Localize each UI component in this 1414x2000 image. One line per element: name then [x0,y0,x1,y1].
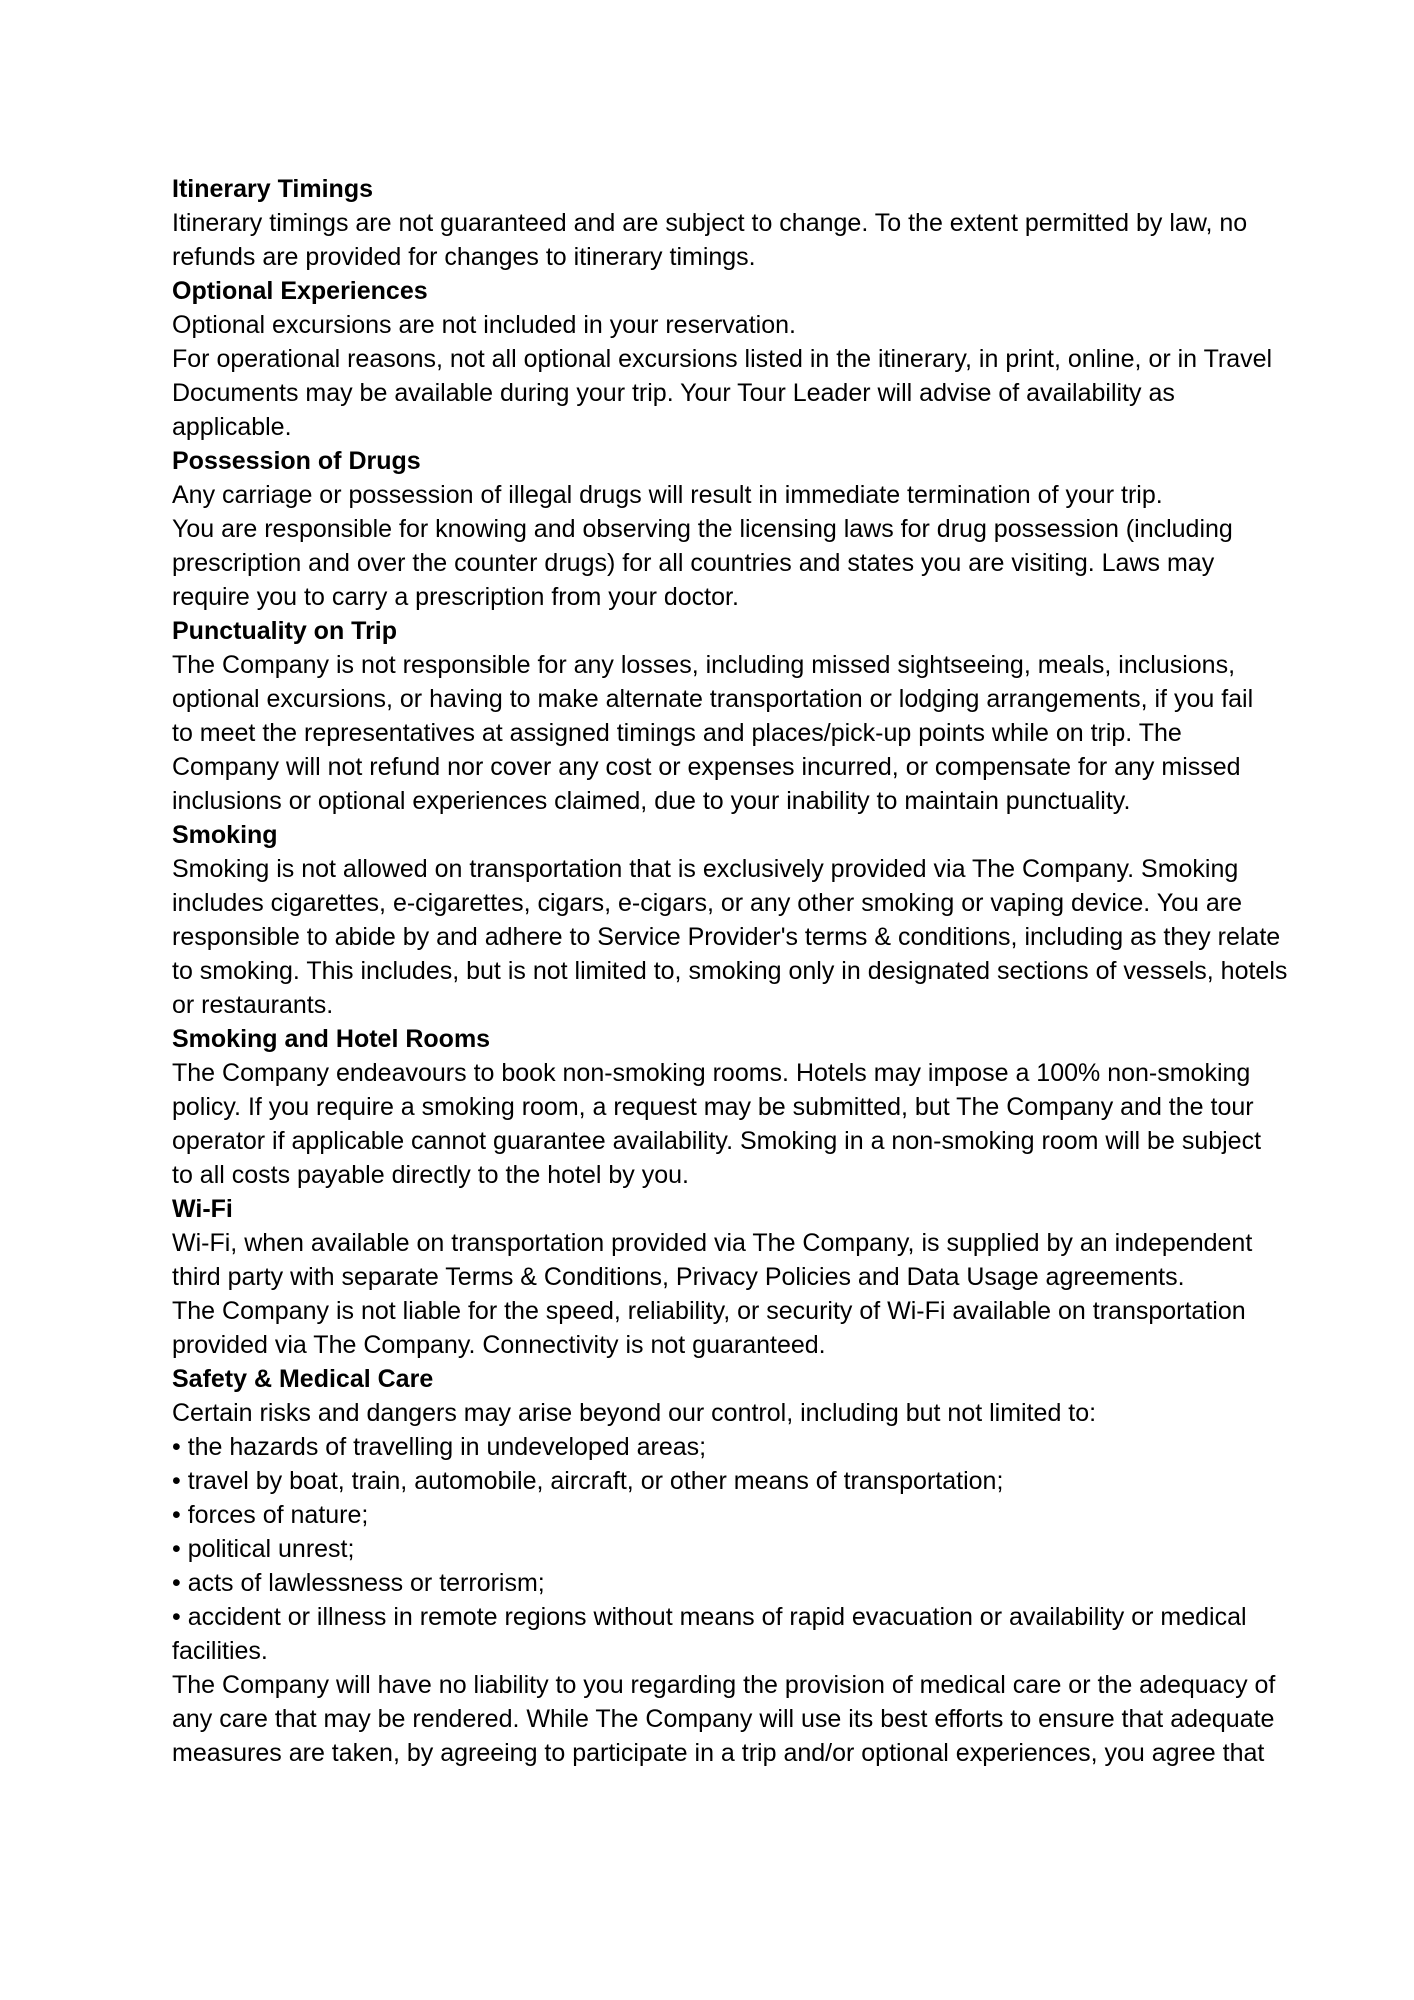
body-text-line: responsible to abide by and adhere to Service Provider's terms & conditions, including as they relate [172,923,1281,951]
section-punctuality-on-trip [172,614,1372,818]
body-text-line: policy. If you require a smoking room, a request may be submitted, but The Company and the tour [172,1093,1254,1121]
body-text-line: You are responsible for knowing and observing the licensing laws for drug possession (including [172,515,1233,543]
heading-punctuality-on-trip: Punctuality on Trip [172,617,398,645]
body-text-line: to smoking. This includes, but is not limited to, smoking only in designated sections of vessels, hotels [172,957,1288,985]
body-text-line: The Company will have no liability to you regarding the provision of medical care or the adequacy of [172,1671,1276,1699]
bullet-list-item: • accident or illness in remote regions without means of rapid evacuation or availability or medical [172,1603,1247,1631]
section-possession-of-drugs [172,444,1372,614]
body-text-line: applicable. [172,413,292,441]
body-text-line: refunds are provided for changes to itinerary timings. [172,243,756,271]
heading-itinerary-timings: Itinerary Timings [172,175,373,203]
section-optional-experiences [172,274,1372,444]
body-text-line: Wi-Fi, when available on transportation provided via The Company, is supplied by an independent [172,1229,1253,1257]
body-text-line: measures are taken, by agreeing to participate in a trip and/or optional experiences, you agree that [172,1739,1265,1767]
heading-wi-fi: Wi-Fi [172,1195,233,1223]
body-text-line: require you to carry a prescription from your doctor. [172,583,739,611]
body-text-line: any care that may be rendered. While The Company will use its best efforts to ensure that adequate [172,1705,1275,1733]
body-text-line: Smoking is not allowed on transportation that is exclusively provided via The Company. Smoking [172,855,1239,883]
section-wi-fi [172,1192,1372,1362]
document-body [172,172,1372,1770]
section-smoking-and-hotel-rooms [172,1022,1372,1192]
body-text-line: operator if applicable cannot guarantee availability. Smoking in a non-smoking room will be subject [172,1127,1262,1155]
bullet-list-item: • the hazards of travelling in undeveloped areas; [172,1433,707,1461]
heading-safety-and-medical-care: Safety & Medical Care [172,1365,434,1393]
heading-smoking: Smoking [172,821,278,849]
heading-possession-of-drugs: Possession of Drugs [172,447,421,475]
body-text-line: inclusions or optional experiences claimed, due to your inability to maintain punctuality. [172,787,1131,815]
body-text-line: includes cigarettes, e-cigarettes, cigars, e-cigars, or any other smoking or vaping device. You are [172,889,1242,917]
body-text-line: provided via The Company. Connectivity is not guaranteed. [172,1331,826,1359]
body-text-line: Optional excursions are not included in your reservation. [172,311,796,339]
body-text-line: optional excursions, or having to make alternate transportation or lodging arrangements, if you fail [172,685,1254,713]
body-text-line: Documents may be available during your trip. Your Tour Leader will advise of availability as [172,379,1175,407]
body-text-line: The Company is not liable for the speed, reliability, or security of Wi-Fi available on transportation [172,1297,1246,1325]
body-text-line: facilities. [172,1637,268,1665]
body-text-line: Company will not refund nor cover any cost or expenses incurred, or compensate for any missed [172,753,1241,781]
body-text-line: Certain risks and dangers may arise beyond our control, including but not limited to: [172,1399,1097,1427]
heading-smoking-and-hotel-rooms: Smoking and Hotel Rooms [172,1025,491,1053]
body-text-line: Itinerary timings are not guaranteed and are subject to change. To the extent permitted by law, no [172,209,1248,237]
bullet-list-item: • political unrest; [172,1535,355,1563]
body-text-line: The Company is not responsible for any losses, including missed sightseeing, meals, inclusions, [172,651,1236,679]
heading-optional-experiences: Optional Experiences [172,277,428,305]
body-text-line: For operational reasons, not all optional excursions listed in the itinerary, in print, online, or in Travel [172,345,1273,373]
body-text-line: The Company endeavours to book non-smoking rooms. Hotels may impose a 100% non-smoking [172,1059,1251,1087]
section-itinerary-timings [172,172,1372,274]
bullet-list-item: • travel by boat, train, automobile, aircraft, or other means of transportation; [172,1467,1004,1495]
section-safety-and-medical-care [172,1362,1372,1770]
body-text-line: prescription and over the counter drugs) for all countries and states you are visiting. Laws may [172,549,1215,577]
body-text-line: Any carriage or possession of illegal drugs will result in immediate termination of your trip. [172,481,1163,509]
body-text-line: or restaurants. [172,991,334,1019]
body-text-line: to all costs payable directly to the hotel by you. [172,1161,689,1189]
body-text-line: to meet the representatives at assigned timings and places/pick-up points while on trip. The [172,719,1182,747]
body-text-line: third party with separate Terms & Conditions, Privacy Policies and Data Usage agreements. [172,1263,1185,1291]
bullet-list-item: • forces of nature; [172,1501,369,1529]
bullet-list-item: • acts of lawlessness or terrorism; [172,1569,545,1597]
section-smoking [172,818,1372,1022]
